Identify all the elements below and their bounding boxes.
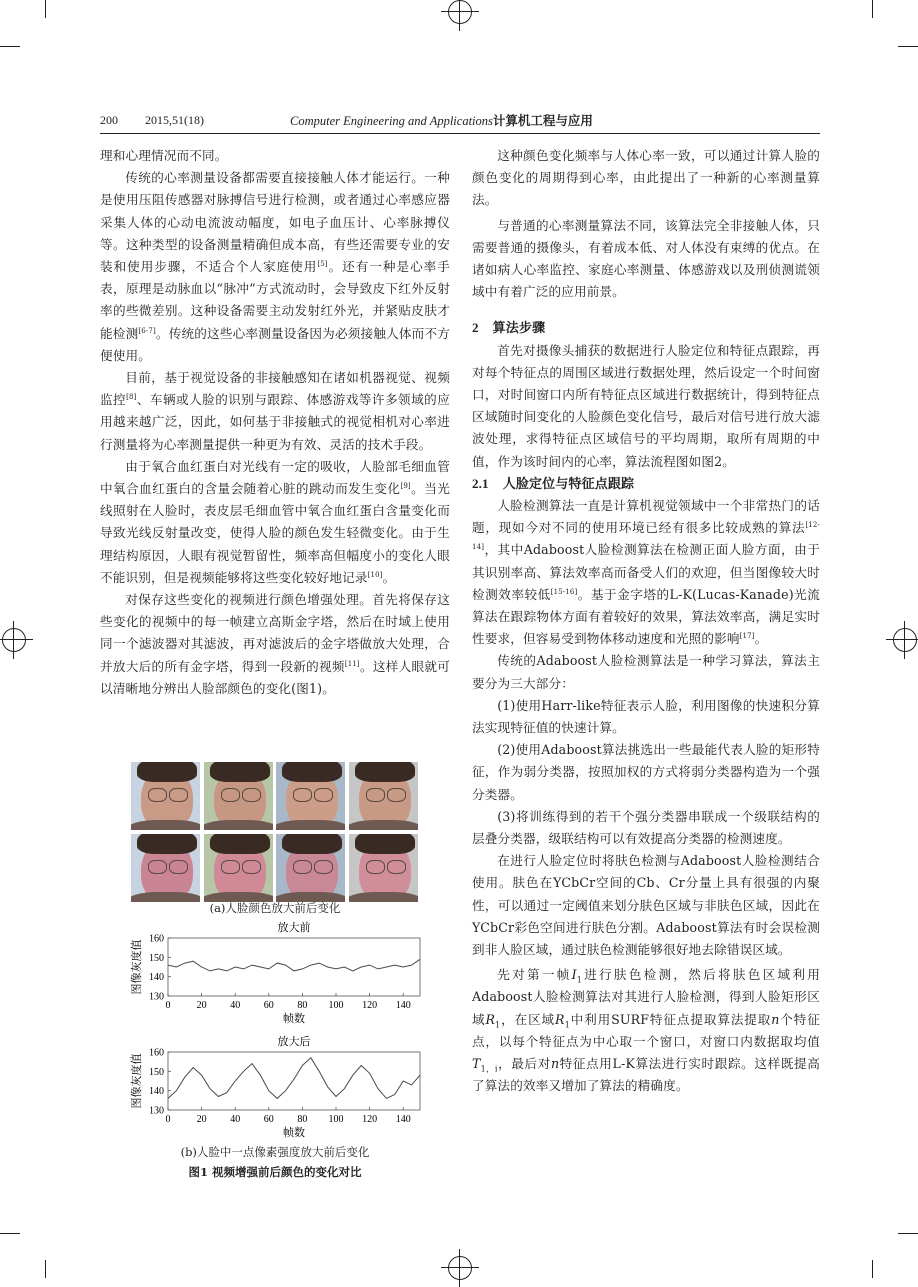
text: 中利用SURF特征点提取算法提取 bbox=[569, 1011, 772, 1027]
list-item bbox=[472, 695, 820, 739]
citation: [10] bbox=[367, 570, 383, 579]
face-thumbnail bbox=[349, 834, 418, 902]
x-tick-label: 40 bbox=[230, 1000, 241, 1011]
face-image-grid bbox=[131, 762, 417, 904]
right-column bbox=[472, 145, 820, 1098]
x-tick-label: 120 bbox=[362, 1000, 378, 1011]
face-thumbnail bbox=[131, 762, 200, 830]
crop-mark bbox=[872, 0, 873, 18]
face-thumbnail bbox=[131, 834, 200, 902]
text: 由于氧合血红蛋白对光线有一定的吸收，人脸部毛细血管中氧合血红蛋白的含量会随着心脏的跳动而发生变化 bbox=[100, 458, 450, 497]
text: 。当光线照射在人脸时，表皮层毛细血管中氧合血红蛋白含量变化而导致光线反射量改变，使得人脸的颜色发生轻微变化。由于生理结构原因，人眼有视觉暂留性，频率高但幅度小的变化人眼不能识别，但是视频能够将这些变化较好地记录 bbox=[100, 481, 450, 585]
y-tick-label: 140 bbox=[149, 1086, 164, 1098]
face-thumbnail bbox=[276, 762, 345, 830]
math-sub: 1，i bbox=[480, 1064, 498, 1074]
crop-mark bbox=[0, 46, 20, 47]
paragraph bbox=[472, 495, 820, 650]
volume-issue: 2015,51(18) bbox=[145, 113, 204, 127]
section-number: 2 bbox=[472, 320, 479, 336]
citation: [8] bbox=[126, 393, 137, 402]
paragraph bbox=[100, 167, 450, 367]
text: 。 bbox=[754, 631, 768, 647]
x-tick-label: 60 bbox=[263, 1000, 274, 1011]
x-tick-label: 80 bbox=[297, 1000, 308, 1011]
math-sub: 1 bbox=[576, 975, 582, 985]
series-line bbox=[168, 1058, 420, 1099]
text: 传统的Adaboost人脸检测算法是一种学习算法，算法主要分为三大部分： bbox=[472, 653, 820, 691]
left-column bbox=[100, 145, 450, 700]
math-var: n bbox=[550, 1056, 560, 1072]
text: 与普通的心率测量算法不同，该算法完全非接触人体，只需要普通的摄像头，有着成本低、对人体没有束缚的优点。在诸如病人心率监控、家庭心率测量、体感游戏以及刑侦测谎领域中有着广泛的应用前景。 bbox=[472, 217, 820, 300]
x-tick-label: 60 bbox=[263, 1114, 274, 1125]
registration-mark-icon bbox=[2, 628, 26, 652]
registration-mark-icon bbox=[448, 0, 472, 24]
section-number: 2.1 bbox=[472, 475, 489, 491]
subsection-heading bbox=[472, 473, 820, 495]
section-title: 人脸定位与特征点跟踪 bbox=[502, 476, 635, 492]
x-axis-label: 帧数 bbox=[283, 1127, 305, 1139]
chart-after bbox=[100, 1032, 450, 1148]
text: 人脸检测算法一直是计算机视觉领域中一个非常热门的话题，现如今对不同的使用环境已经有很多比较成熟的算法 bbox=[472, 498, 820, 536]
face-thumbnail bbox=[204, 762, 273, 830]
x-tick-label: 120 bbox=[362, 1114, 378, 1125]
paragraph bbox=[100, 145, 450, 167]
math-var: T bbox=[472, 1056, 481, 1072]
x-tick-label: 0 bbox=[165, 1114, 171, 1125]
registration-mark-icon bbox=[448, 1256, 472, 1280]
citation: [6-7] bbox=[138, 326, 156, 335]
text: (2)使用Adaboost算法挑选出一些最能代表人脸的矩形特征，作为弱分类器，按照加权的方式将弱分类器构造为一个强分类器。 bbox=[472, 742, 820, 802]
list-item bbox=[472, 806, 820, 850]
math-sub: 1 bbox=[564, 1020, 570, 1030]
x-tick-label: 40 bbox=[230, 1114, 241, 1125]
text: ，在区域 bbox=[500, 1011, 556, 1027]
list-item bbox=[472, 739, 820, 806]
plot-frame bbox=[168, 1052, 420, 1110]
crop-mark bbox=[45, 0, 46, 18]
text: 、车辆或人脸的识别与跟踪、体感游戏等许多领域的应用越来越广泛，因此，如何基于非接触式的视觉相机对心率进行测量将为心率测量提供一种更为有效、灵活的技术手段。 bbox=[100, 392, 450, 452]
paragraph bbox=[100, 589, 450, 700]
chart-title: 放大后 bbox=[277, 1036, 311, 1048]
crop-mark bbox=[872, 1260, 873, 1278]
journal-name-en: Computer Engineering and Applications bbox=[290, 114, 493, 128]
text: 。这样人眼就可以清晰地分辨出人脸部颜色的变化(图1)。 bbox=[100, 658, 450, 696]
x-tick-label: 0 bbox=[165, 1000, 171, 1011]
text: 。 bbox=[382, 569, 396, 585]
citation: [12-14] bbox=[472, 521, 820, 552]
x-tick-label: 20 bbox=[196, 1000, 207, 1011]
face-thumbnail bbox=[349, 762, 418, 830]
crop-mark bbox=[0, 1233, 20, 1234]
caption-a: (a)人脸颜色放大前后变化 bbox=[209, 901, 341, 915]
text: 在进行人脸定位时将肤色检测与Adaboost人脸检测结合使用。肤色在YCbCr空间的Cb、Cr分量上具有很强的内聚性，可以通过一定阈值来划分肤色区域与非肤色区域，因此在YCbCr彩色空间进行肤色分割。Adaboost算法有时会误检测到非人脸区域，通过肤色检测能够很好地去除错误区域。 bbox=[472, 853, 820, 958]
running-header bbox=[100, 111, 818, 131]
text: 。基于金字塔的L-K(Lucas-Kanade)光流算法在跟踪物体方面有着较好的效果，算法效率高，满足实时性要求，但容易受到物体移动速度和光照的影响 bbox=[472, 586, 820, 647]
figure-title: 图1 视频增强前后颜色的变化对比 bbox=[188, 1165, 362, 1179]
face-thumbnail bbox=[276, 834, 345, 902]
x-tick-label: 140 bbox=[395, 1000, 411, 1011]
x-tick-label: 100 bbox=[328, 1114, 344, 1125]
y-tick-label: 160 bbox=[149, 933, 164, 945]
paragraph bbox=[472, 215, 820, 304]
journal-name-cn: 计算机工程与应用 bbox=[492, 113, 593, 128]
y-tick-label: 130 bbox=[149, 1105, 164, 1117]
chart-before bbox=[100, 918, 450, 1034]
text: 。还有一种是心率手表，原理是动脉血以“脉冲”方式流动时，会导致皮下红外反射率的些微差别。这种设备需要主动发射红外光，并紧贴皮肤才能检测 bbox=[100, 259, 450, 341]
math-var: R bbox=[555, 1011, 565, 1027]
header-rule bbox=[100, 133, 820, 134]
y-tick-label: 160 bbox=[149, 1047, 164, 1059]
x-tick-label: 80 bbox=[297, 1114, 308, 1125]
x-tick-label: 140 bbox=[395, 1114, 411, 1125]
y-axis-label: 图像灰度值 bbox=[131, 939, 143, 995]
paragraph bbox=[472, 850, 820, 961]
y-axis-label: 图像灰度值 bbox=[131, 1053, 143, 1109]
crop-mark bbox=[898, 46, 918, 47]
paragraph bbox=[472, 340, 820, 473]
crop-mark bbox=[898, 1233, 918, 1234]
series-line bbox=[168, 959, 420, 971]
citation: [5] bbox=[317, 260, 328, 269]
paragraph bbox=[472, 650, 820, 694]
text: 。传统的这些心率测量设备因为必须接触人体而不方便使用。 bbox=[100, 325, 451, 363]
chart-title: 放大前 bbox=[277, 922, 311, 934]
paragraph bbox=[472, 964, 820, 1097]
face-thumbnail bbox=[204, 834, 273, 902]
paragraph bbox=[472, 145, 820, 212]
x-tick-label: 100 bbox=[328, 1000, 344, 1011]
math-var: R bbox=[485, 1011, 496, 1027]
citation: [9] bbox=[400, 482, 411, 491]
citation: [15-16] bbox=[550, 587, 578, 596]
text: 对保存这些变化的视频进行颜色增强处理。首先将保存这些变化的视频中的每一帧建立高斯金字塔，然后在时域上使用同一个滤波器对其滤波，再对滤波后的金字塔做放大处理，合并放大后的所有金字塔，得到一段新的视频 bbox=[100, 592, 450, 674]
text: 个特征点，以每个特征点为中心取一个窗口，对窗口内数据取均值 bbox=[472, 1011, 820, 1049]
text: 这种颜色变化频率与人体心率一致，可以通过计算人脸的颜色变化的周期得到心率，由此提出了一种新的心率测量算法。 bbox=[472, 148, 820, 208]
citation: [17] bbox=[739, 632, 755, 641]
x-axis-label: 帧数 bbox=[283, 1013, 305, 1025]
text: 理和心理情况而不同。 bbox=[100, 148, 228, 163]
text: 进行肤色检测，然后将肤色区域利用Adaboost人脸检测算法对其进行人脸检测，得到人脸矩形区域 bbox=[472, 967, 820, 1027]
journal-name bbox=[290, 111, 593, 129]
y-tick-label: 140 bbox=[149, 972, 164, 984]
text: 目前，基于视觉设备的非接触感知在诸如机器视觉、视频监控 bbox=[100, 370, 450, 408]
text: ，最后对 bbox=[497, 1056, 551, 1072]
text: 先对第一帧 bbox=[497, 967, 572, 983]
registration-mark-icon bbox=[893, 628, 917, 652]
y-tick-label: 150 bbox=[149, 1066, 164, 1078]
text: (1)使用Harr-like特征表示人脸，利用图像的快速积分算法实现特征值的快速计算。 bbox=[472, 697, 820, 736]
text: ，其中Adaboost人脸检测算法在检测正面人脸方面，由于其识别率高、算法效率高而备受人们的欢迎，但当图像较大时检测效率较低 bbox=[472, 542, 820, 602]
text: (3)将训练得到的若干个强分类器串联成一个级联结构的层叠分类器，级联结构可以有效提高分类器的检测速度。 bbox=[472, 808, 820, 847]
page-number: 200 bbox=[100, 113, 118, 127]
text: 首先对摄像头捕获的数据进行人脸定位和特征点跟踪，再对每个特征点的周围区域进行数据处理，然后设定一个时间窗口，对时间窗口内所有特征点区域进行数据统计，得到特征点区域随时间变化的人脸颜色变化信号，最后对信号进行放大滤波处理，求得特征点区域信号的平均周期，取所有周期的中值，作为该时间内的心率，算法流程图如图2。 bbox=[472, 342, 820, 469]
citation: [11] bbox=[344, 659, 360, 668]
y-tick-label: 130 bbox=[149, 991, 164, 1003]
paragraph bbox=[100, 367, 450, 456]
figure-1 bbox=[100, 760, 450, 1180]
section-title: 算法步骤 bbox=[492, 321, 546, 337]
math-var: n bbox=[771, 1011, 780, 1027]
plot-frame bbox=[168, 938, 420, 996]
section-heading bbox=[472, 317, 820, 339]
x-tick-label: 20 bbox=[196, 1114, 207, 1125]
paragraph bbox=[100, 456, 450, 589]
caption-b: (b)人脸中一点像素强度放大前后变化 bbox=[180, 1145, 370, 1159]
math-sub: 1 bbox=[495, 1020, 501, 1030]
text: 特征点用L-K算法进行实时跟踪。这样既提高了算法的效率又增加了算法的精确度。 bbox=[472, 1056, 820, 1094]
crop-mark bbox=[45, 1260, 46, 1278]
text: 传统的心率测量设备都需要直接接触人体才能运行。一种是使用压阻传感器对脉搏信号进行检测，或者通过心率感应器采集人体的心动电流波动幅度，如电子血压计、心率脉搏仪等。这种类型的设备测量精确但成本高，有些还需要专业的安装和使用步骤，不适合个人家庭使用 bbox=[100, 170, 450, 275]
math-var: I bbox=[571, 967, 577, 983]
y-tick-label: 150 bbox=[149, 952, 164, 964]
